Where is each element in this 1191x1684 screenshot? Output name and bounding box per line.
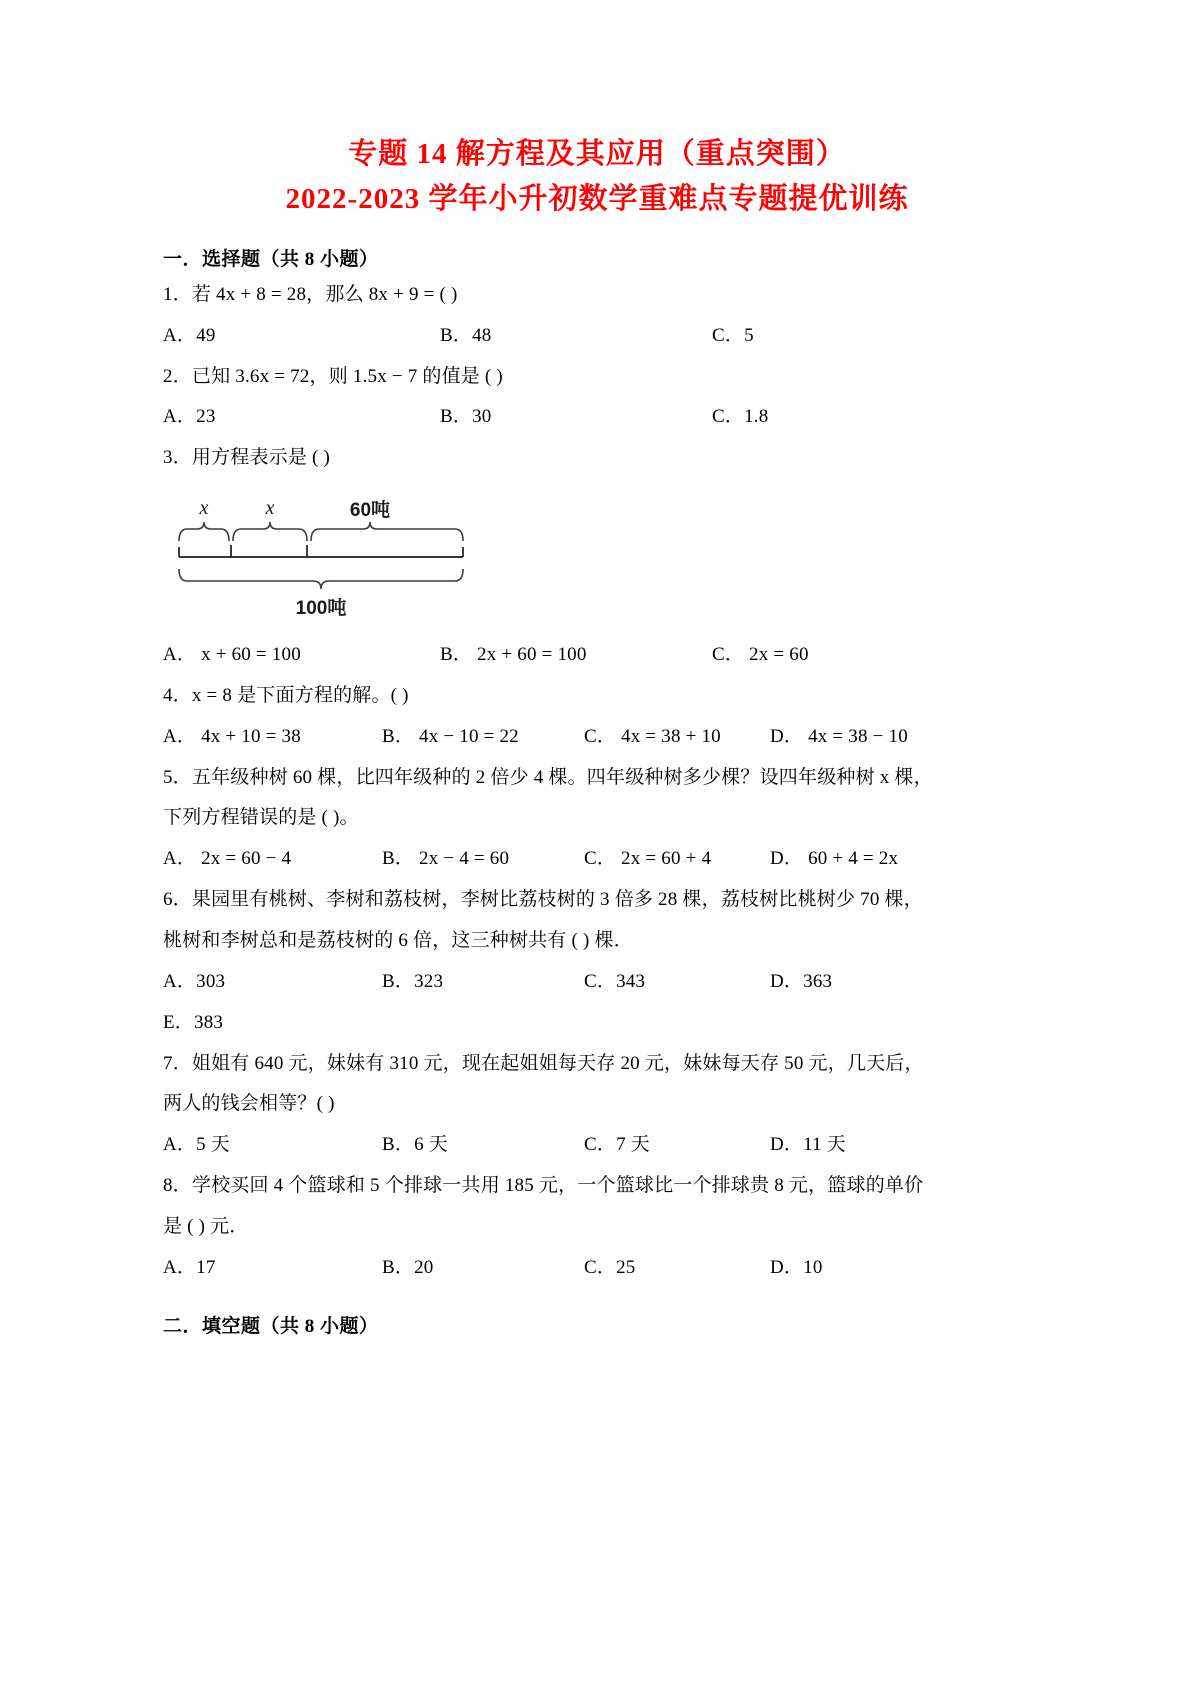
option-1-c[interactable]: C．5 [712,324,754,346]
question-6-options [163,962,1031,1003]
brace-segment-3 [311,522,463,541]
question-1 [163,275,1031,316]
question-7-text-line-1: 7．姐姐有 640 元，妹妹有 310 元，现在起姐姐每天存 20 元，妹妹每天存 50 元，几天后， [163,1052,924,1074]
question-6-options-extra [163,1003,1031,1044]
brace-segment-1 [179,522,229,541]
option-3-c[interactable]: C． 2x = 60 [712,644,809,666]
option-2-a[interactable]: A．23 [163,406,216,428]
title-line-2: 2022-2023 学年小升初数学重难点专题提优训练 [285,182,909,215]
question-7 [163,1044,1031,1126]
question-7-options [163,1125,1031,1166]
option-8-c[interactable]: C．25 [584,1256,636,1278]
title-line-1: 专题 14 解方程及其应用（重点突围） [348,138,846,170]
question-7-text-line-2: 两人的钱会相等？( ) [163,1093,335,1115]
option-1-b[interactable]: B．48 [440,324,492,346]
option-6-c[interactable]: C．343 [584,970,646,992]
option-6-e[interactable]: E．383 [163,1011,224,1033]
question-4-options [163,717,1031,758]
option-7-c[interactable]: C．7 天 [584,1134,650,1156]
section-heading-fill-blank: 二．填空题（共 8 小题） [163,1315,379,1337]
page-content [163,132,1031,1342]
question-2-text: 2．已知 3.6x = 72，则 1.5x − 7 的值是 ( ) [163,365,503,387]
option-7-b[interactable]: B．6 天 [382,1134,448,1156]
option-1-a[interactable]: A．49 [163,324,216,346]
option-2-c[interactable]: C．1.8 [712,406,769,428]
option-4-a[interactable]: A． 4x + 10 = 38 [163,725,301,747]
question-3 [163,438,1031,479]
question-3-diagram [163,495,1031,625]
option-3-a[interactable]: A． x + 60 = 100 [163,644,301,666]
option-4-b[interactable]: B． 4x − 10 = 22 [382,725,519,747]
diagram-label-x2: x [265,497,275,520]
question-8 [163,1166,1031,1248]
option-5-b[interactable]: B． 2x − 4 = 60 [382,848,510,870]
question-1-options [163,316,1031,357]
question-5-text-line-2: 下列方程错误的是 ( )。 [163,807,359,829]
option-6-d[interactable]: D．363 [770,970,833,992]
option-5-c[interactable]: C． 2x = 60 + 4 [584,848,712,870]
option-4-c[interactable]: C． 4x = 38 + 10 [584,725,721,747]
option-7-d[interactable]: D．11 天 [770,1134,846,1156]
option-8-b[interactable]: B．20 [382,1256,434,1278]
question-5-options [163,839,1031,880]
option-4-d[interactable]: D． 4x = 38 − 10 [770,725,908,747]
diagram-label-100t: 100吨 [295,598,347,620]
option-7-a[interactable]: A．5 天 [163,1134,230,1156]
question-5 [163,758,1031,840]
option-3-b[interactable]: B． 2x + 60 = 100 [440,644,587,666]
question-3-text: 3．用方程表示是 ( ) [163,447,331,469]
question-8-text-line-1: 8．学校买回 4 个篮球和 5 个排球一共用 185 元，一个篮球比一个排球贵 8 元，篮球的单价 [163,1175,924,1197]
question-8-text-line-2: 是 ( ) 元． [163,1215,249,1237]
question-6-text-line-1: 6．果园里有桃树、李树和荔枝树，李树比荔枝树的 3 倍多 28 棵，荔枝树比桃树少 70 棵， [163,889,923,911]
option-2-b[interactable]: B．30 [440,406,492,428]
question-1-text: 1．若 4x + 8 = 28，那么 8x + 9 = ( ) [163,283,458,305]
brace-total [179,569,463,589]
option-8-d[interactable]: D．10 [770,1256,823,1278]
question-6-text-line-2: 桃树和李树总和是荔枝树的 6 倍，这三种树共有 ( ) 棵． [163,930,633,951]
diagram-label-60t: 60吨 [349,500,391,522]
question-2 [163,357,1031,398]
document-title [163,132,1031,222]
question-4 [163,676,1031,717]
brace-segment-2 [233,522,307,541]
option-6-a[interactable]: A．303 [163,970,226,992]
question-5-text-line-1: 5．五年级种树 60 棵，比四年级种的 2 倍少 4 棵。四年级种树多少棵？设四年级种树 x 棵， [163,766,933,788]
option-5-d[interactable]: D． 60 + 4 = 2x [770,848,899,870]
question-8-options [163,1248,1031,1289]
bracket-segment-diagram [173,495,493,625]
question-4-text: 4．x = 8 是下面方程的解。( ) [163,684,409,706]
option-5-a[interactable]: A． 2x = 60 − 4 [163,848,292,870]
diagram-label-x1: x [199,497,209,520]
section-heading-choice: 一．选择题（共 8 小题） [163,248,379,270]
question-6 [163,880,1031,962]
question-2-options [163,397,1031,438]
question-3-options [163,635,1031,676]
option-8-a[interactable]: A．17 [163,1256,216,1278]
option-6-b[interactable]: B．323 [382,970,444,992]
